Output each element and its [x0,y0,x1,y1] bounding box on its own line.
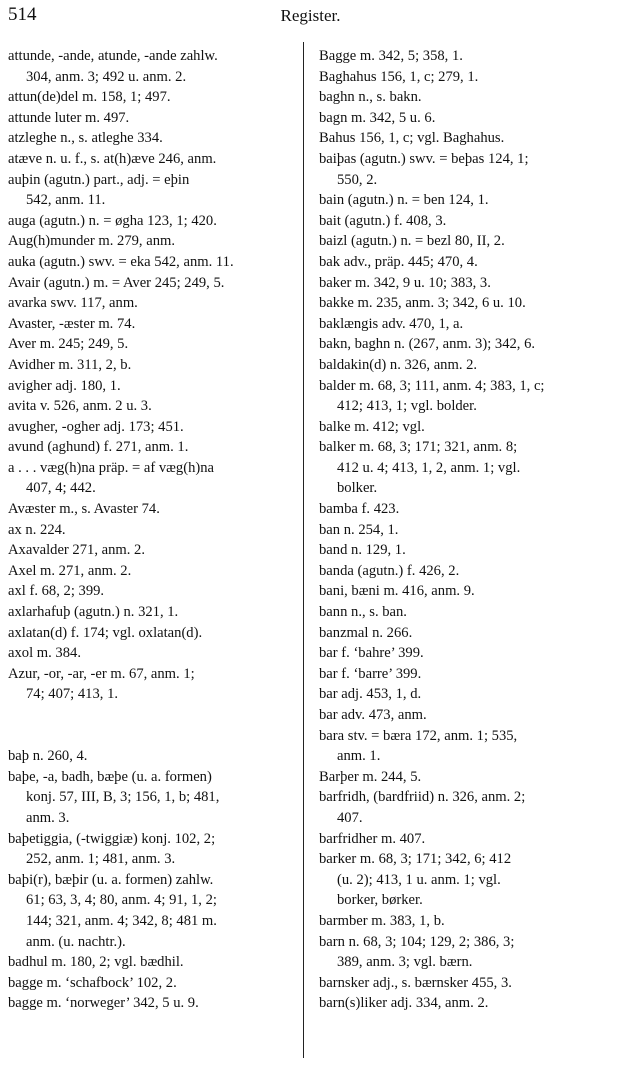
entry-line: Aver m. 245; 249, 5. [8,336,129,353]
entry-line: Barþer m. 244, 5. [319,768,422,785]
index-entry [8,623,292,644]
index-entry [319,334,611,355]
entry-line: baker m. 342, 9 u. 10; 383, 3. [319,274,491,291]
entry-line: borker, børker. [337,892,423,909]
entry-line: barn n. 68, 3; 104; 129, 2; 386, 3; [319,933,515,950]
running-title: Register. [280,6,341,25]
index-entry [319,643,611,664]
index-entry [8,870,292,952]
entry-line: Axavalder 271, anm. 2. [8,542,145,559]
index-entry [319,602,611,623]
entry-line: 304, anm. 3; 492 u. anm. 2. [26,68,187,85]
entry-line: barn(s)liker adj. 334, anm. 2. [319,995,489,1012]
index-entry [319,705,611,726]
entry-line: barmber m. 383, 1, b. [319,912,445,929]
index-entry [319,911,611,932]
index-entry [319,973,611,994]
entry-line: avugher, -ogher adj. 173; 451. [8,418,184,435]
entry-line: ban n. 254, 1. [319,521,399,538]
index-entry [8,664,292,705]
entry-line: barfridher m. 407. [319,830,426,847]
index-entry [8,231,292,252]
index-entry [319,787,611,828]
index-entry [8,334,292,355]
index-entry [319,561,611,582]
entry-line: avund (aghund) f. 271, anm. 1. [8,439,189,456]
index-entry [8,417,292,438]
index-entry [8,581,292,602]
right-column [319,46,611,1014]
entry-line: Avair (agutn.) m. = Aver 245; 249, 5. [8,274,225,291]
entry-line: ax n. 224. [8,521,66,538]
index-entry [8,273,292,294]
index-entry [8,458,292,499]
section-gap [8,705,292,746]
entry-line: bagge m. ‘norweger’ 342, 5 u. 9. [8,995,199,1012]
index-entry [8,293,292,314]
index-entry [319,581,611,602]
entry-line: bakn, baghn n. (267, anm. 3); 342, 6. [319,336,536,353]
index-entry [319,684,611,705]
entry-line: 542, anm. 11. [26,192,106,209]
entry-line: axl f. 68, 2; 399. [8,583,105,600]
index-entry [319,273,611,294]
entry-line: baþetiggia, (-twiggiæ) konj. 102, 2; [8,830,216,847]
entry-line: Baghahus 156, 1, c; 279, 1. [319,68,479,85]
index-entry [319,231,611,252]
index-entry [8,314,292,335]
index-entry [319,293,611,314]
entry-line: 61; 63, 3, 4; 80, anm. 4; 91, 1, 2; [26,892,217,909]
entry-line: 412; 413, 1; vgl. bolder. [337,398,477,415]
index-entry [319,190,611,211]
entry-line: axlarhafuþ (agutn.) n. 321, 1. [8,604,179,621]
entry-line: konj. 57, III, B, 3; 156, 1, b; 481, [26,789,220,806]
index-entry [319,499,611,520]
entry-line: baldakin(d) n. 326, anm. 2. [319,356,478,373]
entry-line: bar f. ‘bahre’ 399. [319,645,424,662]
index-entry [8,149,292,170]
index-entry [319,355,611,376]
index-entry [319,726,611,767]
index-entry [8,746,292,767]
entry-line: bar f. ‘barre’ 399. [319,665,422,682]
index-entry [8,211,292,232]
entry-line: bara stv. = bæra 172, anm. 1; 535, [319,727,518,744]
index-entry [319,540,611,561]
index-entry [319,849,611,911]
entry-line: attunde, -ande, atunde, -ande zahlw. [8,48,218,64]
index-entry [8,602,292,623]
entry-line: a . . . væg(h)na präp. = af væg(h)na [8,459,214,476]
entry-line: auþin (agutn.) part., adj. = eþin [8,171,190,188]
entry-line: balker m. 68, 3; 171; 321, anm. 8; [319,439,518,456]
entry-line: balder m. 68, 3; 111, anm. 4; 383, 1, c; [319,377,545,394]
entry-line: baghn n., s. bakn. [319,89,422,106]
entry-line: barker m. 68, 3; 171; 342, 6; 412 [319,851,512,868]
entry-line: bar adj. 453, 1, d. [319,686,422,703]
index-entry [8,437,292,458]
entry-line: auka (agutn.) swv. = eka 542, anm. 11. [8,253,234,270]
entry-line: Azur, -or, -ar, -er m. 67, anm. 1; [8,665,195,682]
entry-line: axlatan(d) f. 174; vgl. oxlatan(d). [8,624,203,641]
entry-line: anm. 1. [337,748,381,765]
index-entry [8,767,292,829]
index-entry [319,623,611,644]
entry-line: (u. 2); 413, 1 u. anm. 1; vgl. [337,871,501,888]
index-entry [8,993,292,1014]
entry-line: banda (agutn.) f. 426, 2. [319,562,460,579]
entry-line: bakke m. 235, anm. 3; 342, 6 u. 10. [319,295,526,312]
entry-line: Bahus 156, 1, c; vgl. Baghahus. [319,130,505,147]
entry-line: bait (agutn.) f. 408, 3. [319,212,447,229]
index-entry [319,252,611,273]
index-entry [8,46,292,87]
entry-line: bak adv., präp. 445; 470, 4. [319,253,478,270]
index-entry [8,355,292,376]
index-entry [319,211,611,232]
entry-line: bolker. [337,480,378,497]
index-entry [319,437,611,499]
entry-line: 550, 2. [337,171,378,188]
index-entry [8,520,292,541]
index-entry [319,67,611,88]
index-entry [319,314,611,335]
entry-line: 412 u. 4; 413, 1, 2, anm. 1; vgl. [337,459,521,476]
entry-line: avarka swv. 117, anm. [8,295,138,312]
index-entry [319,520,611,541]
entry-line: attunde luter m. 497. [8,109,130,126]
index-entry [8,87,292,108]
entry-line: bann n., s. ban. [319,604,407,621]
index-entry [319,128,611,149]
index-entry [319,932,611,973]
index-entry [8,643,292,664]
entry-line: Axel m. 271, anm. 2. [8,562,132,579]
entry-line: anm. 3. [26,809,70,826]
entry-line: band n. 129, 1. [319,542,406,559]
entry-line: atæve n. u. f., s. at(h)æve 246, anm. [8,150,217,167]
index-entry [8,108,292,129]
index-entry [319,993,611,1014]
entry-line: 144; 321, anm. 4; 342, 8; 481 m. [26,912,217,929]
entry-line: baizl (agutn.) n. = bezl 80, II, 2. [319,233,505,250]
index-entry [8,170,292,211]
entry-line: baþe, -a, badh, bæþe (u. a. formen) [8,768,212,785]
entry-line: avita v. 526, anm. 2 u. 3. [8,398,152,415]
entry-line: anm. (u. nachtr.). [26,933,126,950]
index-entry [319,664,611,685]
index-entry [319,417,611,438]
entry-line: baiþas (agutn.) swv. = beþas 124, 1; [319,150,529,167]
entry-line: baklængis adv. 470, 1, a. [319,315,464,332]
index-entry [8,376,292,397]
entry-line: Bagge m. 342, 5; 358, 1. [319,48,463,64]
entry-line: axol m. 384. [8,645,81,662]
index-entry [8,973,292,994]
index-entry [319,376,611,417]
column-rule [303,42,304,1058]
entry-line: baþi(r), bæþir (u. a. formen) zahlw. [8,871,214,888]
index-entry [319,108,611,129]
entry-line: banzmal n. 266. [319,624,413,641]
page-number: 514 [8,4,37,25]
entry-line: 252, anm. 1; 481, anm. 3. [26,851,176,868]
entry-line: badhul m. 180, 2; vgl. bædhil. [8,954,184,971]
entry-line: bani, bæni m. 416, anm. 9. [319,583,475,600]
entry-line: barfridh, (bardfriid) n. 326, anm. 2; [319,789,526,806]
entry-line: bagge m. ‘schafbock’ 102, 2. [8,974,177,991]
index-entry [319,829,611,850]
entry-line: 74; 407; 413, 1. [26,686,119,703]
entry-line: bamba f. 423. [319,501,400,518]
index-entry [319,87,611,108]
entry-line: balke m. 412; vgl. [319,418,425,435]
index-entry [8,952,292,973]
index-entry [8,396,292,417]
entry-line: baþ n. 260, 4. [8,748,88,765]
entry-line: barnsker adj., s. bærnsker 455, 3. [319,974,512,991]
entry-line: bain (agutn.) n. = ben 124, 1. [319,192,489,209]
index-entry [8,561,292,582]
entry-line: Avidher m. 311, 2, b. [8,356,132,373]
entry-line: 389, anm. 3; vgl. bærn. [337,954,473,971]
entry-line: Aug(h)munder m. 279, anm. [8,233,175,250]
entry-line: avigher adj. 180, 1. [8,377,121,394]
entry-line: bagn m. 342, 5 u. 6. [319,109,436,126]
entry-line: 407, 4; 442. [26,480,96,497]
entry-line: atzleghe n., s. atleghe 334. [8,130,163,147]
entry-line: auga (agutn.) n. = øgha 123, 1; 420. [8,212,217,229]
entry-line: Avaster, -æster m. 74. [8,315,136,332]
index-entry [8,252,292,273]
index-entry [319,767,611,788]
entry-line: bar adv. 473, anm. [319,707,427,723]
index-entry [8,829,292,870]
entry-line: attun(de)del m. 158, 1; 497. [8,89,171,106]
index-entry [319,46,611,67]
index-entry [8,540,292,561]
left-column [8,46,292,1014]
entry-line: 407. [337,809,363,826]
index-entry [8,499,292,520]
index-entry [8,128,292,149]
index-entry [319,149,611,190]
entry-line: Avæster m., s. Avaster 74. [8,501,160,518]
